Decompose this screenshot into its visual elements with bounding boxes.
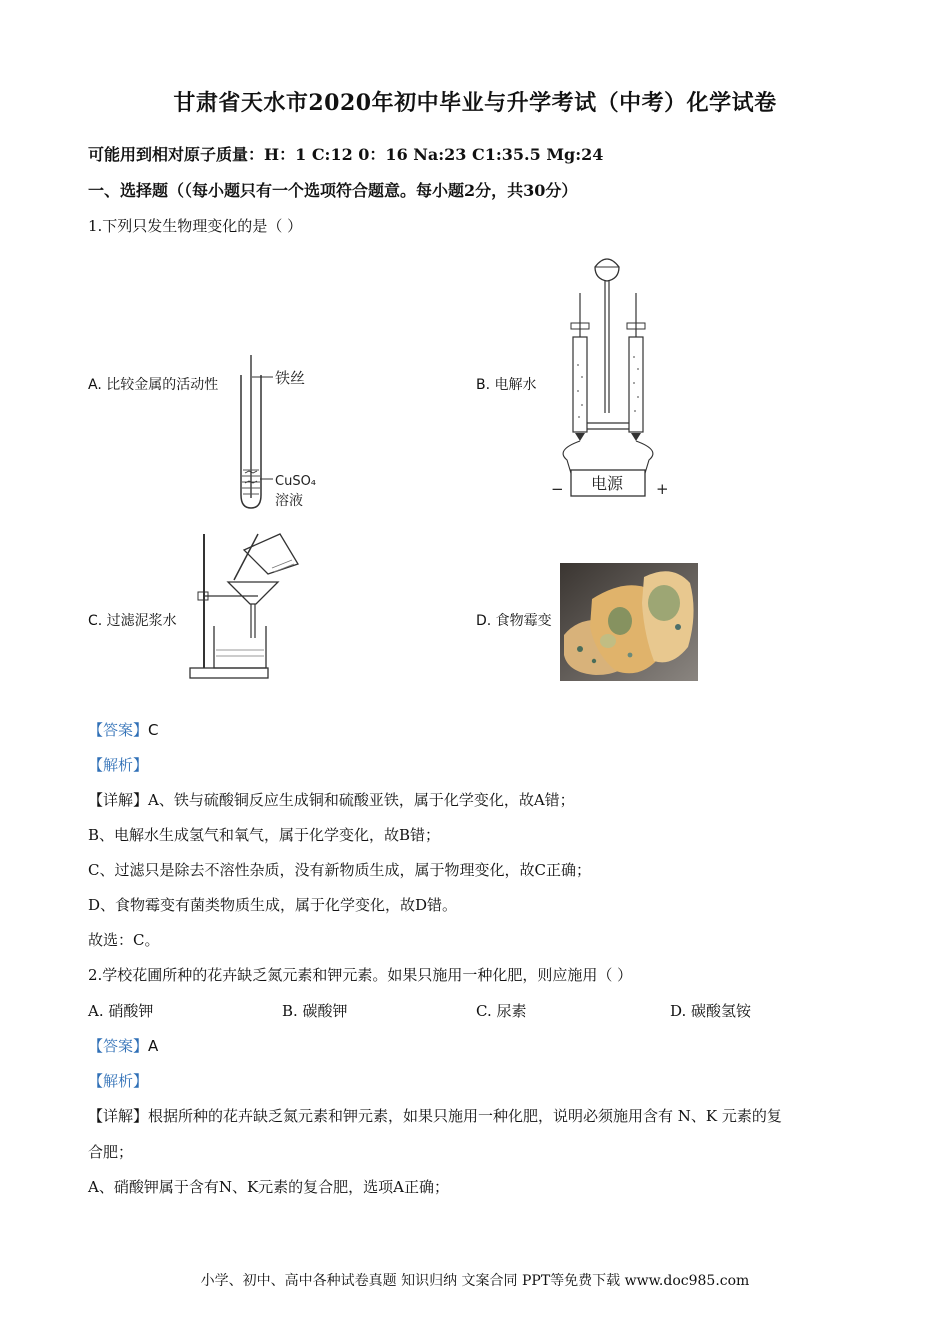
- atomic-mass-line: 可能用到相对原子质量：H：1 C:12 0：16 Na:23 C1:35.5 Mg:24: [88, 145, 604, 164]
- q1-detail-text-1: A、铁与硫酸铜反应生成铜和硫酸亚铁，属于化学变化，故A错；: [148, 791, 575, 809]
- q2-detail-line-3: A、硝酸钾属于含有N、K元素的复合肥，选项A正确；: [88, 1178, 449, 1196]
- q2-detail-line-1: [88, 1105, 782, 1126]
- q1-detail-line-4: D、食物霉变有菌类物质生成，属于化学变化，故D错。: [88, 896, 458, 914]
- q2-detail-line-2: 合肥；: [88, 1143, 134, 1161]
- q1-option-c: C. 过滤泥浆水: [88, 613, 177, 629]
- q2-option-c: C. 尿素: [476, 1002, 527, 1020]
- q2-detail-tag: 【详解】: [88, 1107, 149, 1125]
- q2-option-b: B. 碳酸钾: [282, 1002, 348, 1020]
- label-power-source: 电源: [591, 474, 624, 493]
- section-heading: 一、选择题（（每小题只有一个选项符合题意。每小题2分，共30分）: [88, 181, 578, 200]
- label-minus: −: [551, 480, 564, 498]
- q2-answer-tag: 【答案】: [88, 1037, 149, 1055]
- q2-analysis-tag: 【解析】: [88, 1072, 149, 1090]
- q1-detail-line-5: 故选：C。: [88, 931, 160, 949]
- page-footer: 小学、初中、高中各种试卷真题 知识归纳 文案合同 PPT等免费下载 www.doc985.com: [200, 1273, 750, 1289]
- q2-answer: A: [148, 1037, 159, 1055]
- electrolysis-figure: [545, 245, 675, 500]
- question-1-stem: 1.下列只发生物理变化的是（ ）: [88, 217, 303, 235]
- label-iron-wire: 铁丝: [275, 369, 306, 387]
- question-2-stem: 2.学校花圃所种的花卉缺乏氮元素和钾元素。如果只施用一种化肥，则应施用（ ）: [88, 966, 633, 984]
- moldy-bread-photo: [560, 563, 698, 681]
- q2-answer-line: [88, 1035, 158, 1056]
- q1-analysis-tag: 【解析】: [88, 756, 149, 774]
- q2-detail-text-1: 根据所种的花卉缺乏氮元素和钾元素，如果只施用一种化肥，说明必须施用含有 N、K 元素的复: [148, 1107, 782, 1125]
- page-title: 甘肃省天水市2020年初中毕业与升学考试（中考）化学试卷: [173, 90, 777, 116]
- q1-option-d: D. 食物霉变: [476, 613, 552, 629]
- q1-detail-line-2: B、电解水生成氢气和氧气，属于化学变化，故B错；: [88, 826, 441, 844]
- label-solution: 溶液: [275, 493, 303, 509]
- label-plus: +: [656, 480, 669, 498]
- q2-option-d: D. 碳酸氢铵: [670, 1002, 752, 1020]
- test-tube-figure: [225, 350, 340, 515]
- q1-detail-line-3: C、过滤只是除去不溶性杂质，没有新物质生成，属于物理变化，故C正确；: [88, 861, 591, 879]
- q1-answer: C: [148, 721, 159, 739]
- filtration-figure: [188, 530, 338, 682]
- q1-answer-tag: 【答案】: [88, 721, 149, 739]
- q2-option-a: A. 硝酸钾: [88, 1002, 154, 1020]
- q1-option-a: A. 比较金属的活动性: [88, 377, 219, 393]
- label-cuso4: CuSO₄: [275, 474, 317, 489]
- q1-detail-tag: 【详解】: [88, 791, 149, 809]
- q1-option-b: B. 电解水: [476, 377, 537, 393]
- q1-answer-line: [88, 719, 159, 740]
- q1-detail-line-1: [88, 789, 575, 810]
